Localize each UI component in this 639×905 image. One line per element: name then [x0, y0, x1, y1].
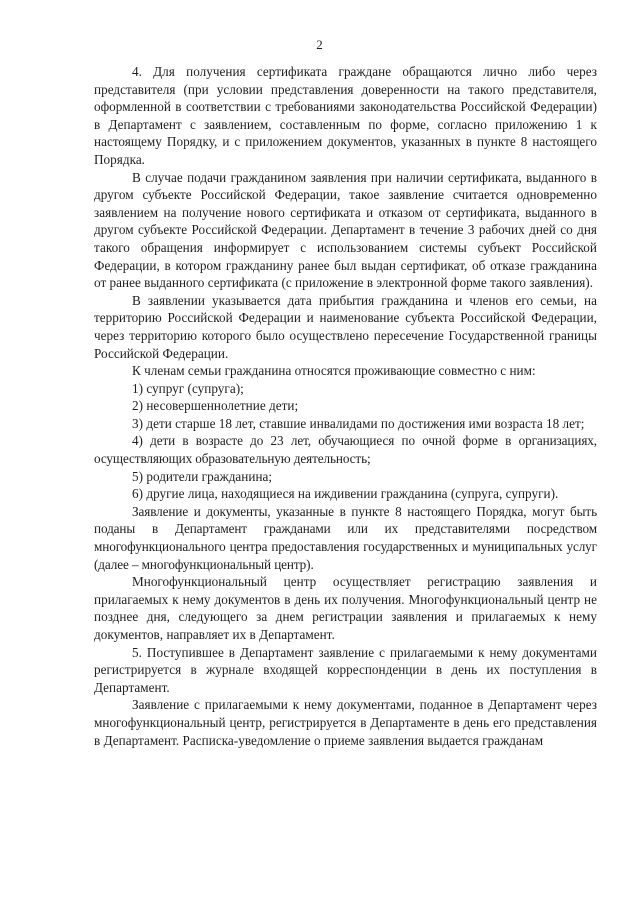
paragraph-mfc-registration: Многофункциональный центр осуществляет регистрацию заявления и прилагаемых к нему документов в день их получения. Многофункциональный центр не позднее дня, следующего за днем регистрации заявления и прилагаемых к нему документов, направляет их в Департамент. [94, 574, 597, 642]
paragraph-family-members-intro: К членам семьи гражданина относятся проживающие совместно с ним: [132, 363, 536, 379]
list-item-disabled-children: 3) дети старше 18 лет, ставшие инвалидами по достижения ими возраста 18 лет; [132, 415, 585, 431]
paragraph-arrival-date: В заявлении указывается дата прибытия гражданина и членов его семьи, на территорию Российской Федерации и наименование субъекта Российской Федерации, через территорию которого было осуществлено пересечение Государственной границы Российской Федерации. [94, 292, 597, 361]
paragraph-item-4-intro: 4. Для получения сертификата граждане обращаются лично либо через представителя (при условии представления доверенности на такого представителя, оформленной в соответствии с требованиями законодательства Российской Федерации) в Департамент с заявлением, составленным по форме, согласно приложению 1 к настоящему Порядку, и с приложением документов, указанных в пункте 8 настоящего Порядка. [94, 64, 597, 167]
list-item-students: 4) дети в возрасте до 23 лет, обучающиеся по очной форме в организациях, осуществляющих образовательную деятельность; [94, 433, 597, 467]
list-item-spouse: 1) супруг (супруга); [132, 380, 244, 396]
paragraph-mfc-receipt: Заявление с прилагаемыми к нему документами, поданное в Департамент через многофункциональный центр, регистрируется в Департаменте в день его представления в Департамент. Расписка-уведомление о приеме заявления выдается гражданам [94, 697, 597, 748]
paragraph-item-5-registration: 5. Поступившее в Департамент заявление с прилагаемыми к нему документами регистрируется в журнале входящей корреспонденции в день их поступления в Департамент. [94, 644, 597, 695]
paragraph-other-region-certificate: В случае подачи гражданином заявления при наличии сертификата, выданного в другом субъекте Российской Федерации, такое заявление считается одновременно заявлением на получение нового сертификата и отказом от сертификата, выданного в другом субъекте Российской Федерации. Департамент в течение 3 рабочих дней со дня такого обращения информирует с использованием системы субъект Российской Федерации, в котором гражданину ранее был выдан сертификат, об отказе гражданина от ранее выданного сертификата (с приложение в электронной форме такого заявления). [94, 169, 597, 291]
list-item-parents: 5) родители гражданина; [132, 468, 273, 484]
document-body [94, 63, 597, 749]
list-item-dependents: 6) другие лица, находящиеся на иждивении гражданина (супруга, супруги). [132, 486, 559, 502]
page-number: 2 [316, 37, 323, 52]
paragraph-mfc-submission: Заявление и документы, указанные в пункте 8 настоящего Порядка, могут быть поданы в Департамент гражданами или их представителями посредством многофункционального центра предоставления государственных и муниципальных услуг (далее – многофункциональный центр). [94, 503, 597, 572]
list-item-minor-children: 2) несовершеннолетние дети; [132, 398, 299, 414]
